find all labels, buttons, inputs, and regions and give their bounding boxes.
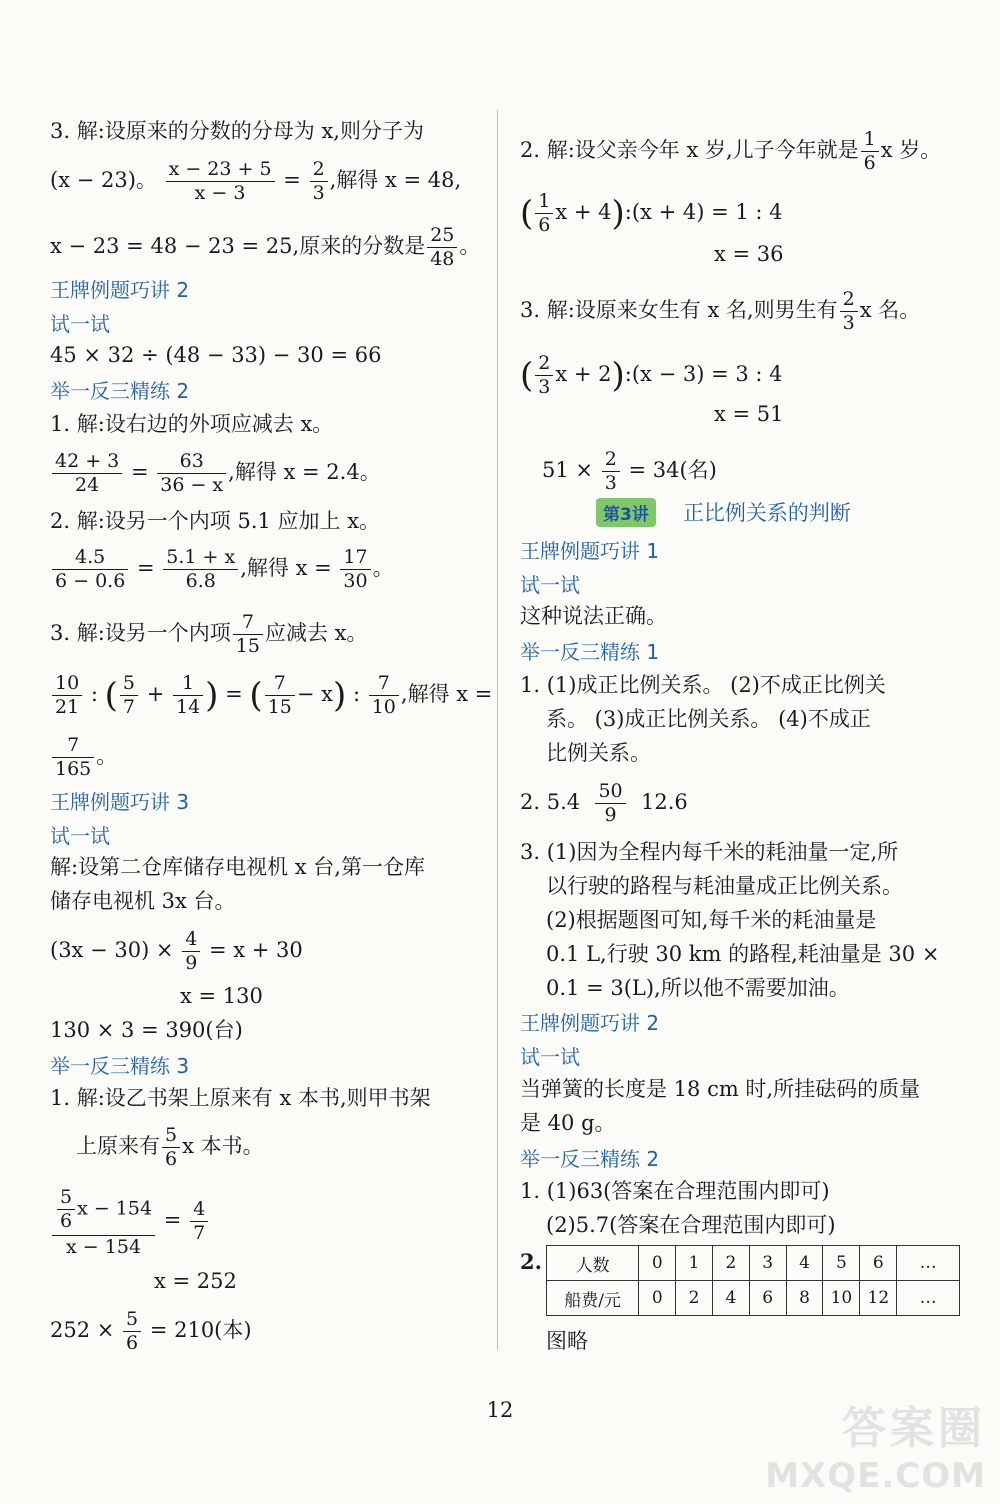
section-heading: 王牌例题巧讲 2 — [520, 1011, 660, 1035]
practice-3-line-1: 1. 解:设乙书架上原来有 x 本书,则甲书架 — [50, 1086, 431, 1110]
exercise-1-equation: $\frac{42 + 3}{24}$ = $\frac{63}{36 - x}$ ,解得 x = 2.4。 — [50, 450, 381, 497]
table-cell: 6 — [860, 1246, 897, 1281]
practice-3-solution: x = 252 — [154, 1269, 237, 1293]
try-3-line-2: 储存电视机 3x 台。 — [50, 889, 236, 913]
table-cell: 3 — [749, 1246, 786, 1281]
problem-3: 3. 解:设原来女生有 x 名,则男生有 $\frac{2}{3}$ x 名。 — [520, 288, 921, 334]
table-cell: 8 — [786, 1281, 823, 1316]
section-subheading: 试一试 — [520, 573, 580, 597]
table-cell: 0 — [639, 1281, 676, 1316]
section-heading: 举一反三精练 1 — [520, 640, 660, 664]
exercise-3-line-5: 0.1 = 3(L),所以他不需要加油。 — [546, 976, 850, 1000]
table-cell: 4 — [713, 1281, 750, 1316]
lecture-header — [596, 497, 851, 527]
practice-2-label: 2. — [520, 1249, 542, 1274]
section-subheading: 试一试 — [50, 824, 110, 848]
try-1-answer: 这种说法正确。 — [520, 604, 667, 628]
exercise-2: 2. 解:设另一个内项 5.1 应加上 x。 — [50, 509, 381, 533]
exercise-1-line-3: 比例关系。 — [546, 741, 651, 765]
table-cell: 2 — [676, 1281, 713, 1316]
section-heading: 王牌例题巧讲 1 — [520, 539, 660, 563]
try-3-line-1: 解:设第二仓库储存电视机 x 台,第一仓库 — [50, 855, 425, 879]
problem-3-line-1: 3. 解:设原来的分数的分母为 x,则分子为 — [50, 119, 424, 143]
problem-2: 2. 解:设父亲今年 x 岁,儿子今年就是 $\frac{1}{6}$ x 岁。 — [520, 128, 942, 174]
exercise-2-equation: $\frac{4.5}{6 - 0.6}$ = $\frac{5.1 + x}{6.8}$ ,解得 x = $\frac{17}{30}$ 。 — [50, 546, 394, 593]
try-2-answer: 45 × 32 ÷ (48 − 33) − 30 = 66 — [50, 343, 382, 367]
exercise-3-equation: $\frac{10}{21}$ : ( $\frac{5}{7}$ + $\frac{1}{14}$ ) = ( $\frac{7}{15}$ − x) : $\frac{7}{10}$ ,解得 x = — [50, 672, 492, 719]
problem-3-line-3: x − 23 = 48 − 23 = 25,原来的分数是 $\frac{25}{48}$ 。 — [50, 224, 481, 270]
table-cell: 2 — [713, 1246, 750, 1281]
table-cell: 12 — [860, 1281, 897, 1316]
problem-3-result: 51 × $\frac{2}{3}$ = 34(名) — [542, 448, 717, 494]
problem-3-equation: ( $\frac{2}{3}$ x + 2):(x − 3) = 3 : 4 — [520, 352, 783, 398]
problem-2-solution: x = 36 — [714, 242, 784, 266]
table-cell: 4 — [786, 1246, 823, 1281]
exercise-3-line-4: 0.1 L,行驶 30 km 的路程,耗油量是 30 × — [546, 942, 940, 966]
try-2-line-1: 当弹簧的长度是 18 cm 时,所挂砝码的质量 — [520, 1077, 921, 1101]
fee-table — [546, 1245, 960, 1316]
problem-3-line-2: (x − 23)。 $\frac{x - 23 + 5}{x - 3}$ = $\frac{2}{3}$ ,解得 x = 48, — [50, 158, 462, 204]
section-heading: 举一反三精练 2 — [520, 1147, 660, 1171]
table-cell: 10 — [823, 1281, 860, 1316]
table-cell: 6 — [749, 1281, 786, 1316]
table-cell: 1 — [676, 1246, 713, 1281]
section-heading: 举一反三精练 3 — [50, 1054, 190, 1078]
exercise-1: 1. 解:设右边的外项应减去 x。 — [50, 412, 334, 436]
table-header-cell: 船费/元 — [547, 1281, 639, 1316]
practice-3-equation: $\frac{5}{6}$ x − 154 x − 154 = $\frac{4}{7}$ — [50, 1184, 210, 1259]
table-cell: … — [897, 1246, 960, 1281]
practice-2-note: 图略 — [546, 1329, 588, 1353]
section-subheading: 试一试 — [50, 312, 110, 336]
exercise-3-result: $\frac{7}{165}$ 。 — [50, 734, 117, 781]
problem-2-equation: ( $\frac{1}{6}$ x + 4):(x + 4) = 1 : 4 — [520, 190, 783, 236]
fraction: $\frac{2}{3}$ — [310, 158, 328, 205]
try-3-solution: x = 130 — [180, 984, 263, 1008]
practice-3-result: 252 × $\frac{5}{6}$ = 210(本) — [50, 1308, 252, 1354]
table-row — [547, 1281, 960, 1316]
section-heading: 举一反三精练 2 — [50, 379, 190, 403]
section-subheading: 试一试 — [520, 1045, 580, 1069]
practice-1-line-2: (2)5.7(答案在合理范围内即可) — [546, 1213, 836, 1237]
exercise-3: 3. 解:设另一个内项 $\frac{7}{15}$ 应减去 x。 — [50, 611, 368, 657]
table-row — [547, 1246, 960, 1281]
table-cell: … — [897, 1281, 960, 1316]
practice-1-line-1: 1. (1)63(答案在合理范围内即可) — [520, 1179, 830, 1203]
try-3-equation: (3x − 30) × $\frac{4}{9}$ = x + 30 — [50, 928, 303, 974]
exercise-3-line-2: 以行驶的路程与耗油量成正比例关系。 — [546, 874, 903, 898]
practice-3-line-2: 上原来有 $\frac{5}{6}$ x 本书。 — [76, 1124, 264, 1170]
exercise-1-line-1: 1. (1)成正比例关系。 (2)不成正比例关 — [520, 673, 886, 697]
problem-3-solution: x = 51 — [714, 402, 784, 426]
try-3-result: 130 × 3 = 390(台) — [50, 1018, 243, 1042]
exercise-1-line-2: 系。 (3)成正比例关系。 (4)不成正 — [546, 707, 871, 731]
exercise-2: 2. 5.4 $\frac{50}{9}$ 12.6 — [520, 780, 688, 826]
try-2-line-2: 是 40 g。 — [520, 1111, 616, 1135]
table-cell: 0 — [639, 1246, 676, 1281]
exercise-3-line-1: 3. (1)因为全程内每千米的耗油量一定,所 — [520, 840, 899, 864]
table-cell: 5 — [823, 1246, 860, 1281]
lecture-tag: 第3讲 — [596, 498, 656, 527]
fraction: $\frac{25}{48}$ — [427, 224, 457, 271]
section-heading: 王牌例题巧讲 3 — [50, 790, 190, 814]
watermark-logo: 答案圈 MXQE.COM — [765, 1403, 986, 1496]
section-heading: 王牌例题巧讲 2 — [50, 278, 190, 302]
table-header-cell: 人数 — [547, 1246, 639, 1281]
page-number: 12 — [486, 1398, 514, 1422]
exercise-3-line-3: (2)根据题图可知,每千米的耗油量是 — [546, 908, 877, 932]
column-divider — [497, 110, 498, 1350]
lecture-title: 正比例关系的判断 — [682, 501, 851, 525]
fraction: $\frac{x - 23 + 5}{x - 3}$ — [166, 158, 275, 205]
